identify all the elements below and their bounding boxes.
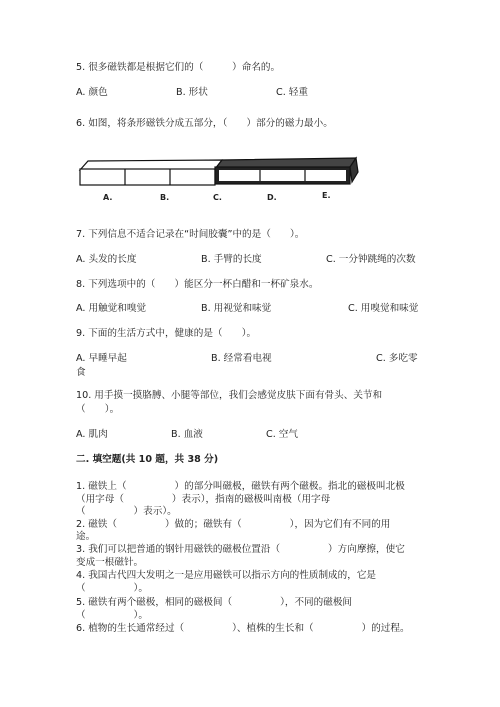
fill-1-line1: 1. 磁铁上（ ）的部分叫磁极，磁铁有两个磁极。指北的磁极叫北极 — [76, 481, 405, 492]
figure-label-d: D. — [267, 193, 277, 202]
fill-4-line2: （ ）。 — [76, 583, 148, 594]
fill-1-line3: （ ）表示）。 — [76, 506, 177, 517]
fill-2-line2: 途。 — [76, 531, 96, 542]
question-7-stem: 7. 下列信息不适合记录在“时间胶囊”中的是（ ）。 — [76, 229, 305, 240]
question-9-option-c-wrap: 食 — [76, 367, 86, 378]
question-5-stem: 5. 很多磁铁都是根据它们的（ ）命名的。 — [76, 62, 281, 73]
question-9-option-c: C. 多吃零 — [376, 353, 418, 364]
figure-label-a: A. — [103, 193, 113, 202]
question-9-option-a: A. 早睡早起 — [76, 353, 127, 364]
question-5-option-c: C. 轻重 — [276, 87, 308, 98]
fill-2-line1: 2. 磁铁（ ）做的；磁铁有（ ），因为它们有不同的用 — [76, 519, 391, 530]
question-8-option-b: B. 用视觉和味觉 — [201, 303, 272, 314]
fill-5-line2: （ ）。 — [76, 610, 148, 621]
question-10-option-c: C. 空气 — [266, 429, 298, 440]
question-6-stem: 6. 如图，将条形磁铁分成五部分，（ ）部分的磁力最小。 — [76, 118, 333, 129]
question-9-option-b: B. 经常看电视 — [211, 353, 272, 364]
question-7-option-a: A. 头发的长度 — [76, 254, 137, 265]
fill-1-line2: （用字母（ ）表示），指南的磁极叫南极（用字母 — [76, 494, 331, 505]
bar-magnet-light-half — [80, 160, 222, 185]
question-7-option-b: B. 手臂的长度 — [201, 254, 262, 265]
question-8-option-a: A. 用触觉和嗅觉 — [76, 303, 147, 314]
question-10-option-a: A. 肌肉 — [76, 429, 108, 440]
question-9-stem: 9. 下面的生活方式中，健康的是（ ）。 — [76, 328, 257, 339]
question-10-stem-line1: 10. 用手摸一摸胳膊、小腿等部位，我们会感觉皮肤下面有骨头、关节和 — [76, 390, 383, 401]
fill-5-line1: 5. 磁铁有两个磁极，相同的磁极间（ ），不同的磁极间 — [76, 597, 353, 608]
question-8-stem: 8. 下列选项中的（ ）能区分一杯白醋和一杯矿泉水。 — [76, 279, 319, 290]
figure-label-c: C. — [213, 193, 222, 202]
question-10-option-b: B. 血液 — [171, 429, 203, 440]
question-10-stem-line2: （ ）。 — [76, 404, 120, 415]
question-7-option-c: C. 一分钟跳绳的次数 — [326, 254, 416, 265]
fill-6-line1: 6. 植物的生长通常经过（ ）、植株的生长和（ ）的过程。 — [76, 623, 410, 634]
section-heading: 二. 填空题(共 10 题，共 38 分) — [76, 454, 219, 465]
question-5-option-a: A. 颜色 — [76, 87, 108, 98]
figure-label-b: B. — [160, 193, 170, 202]
fill-3-line2: 变成一根磁针。 — [76, 557, 144, 568]
fill-3-line1: 3. 我们可以把普通的钢针用磁铁的磁极位置沿（ ）方向摩擦，使它 — [76, 544, 405, 555]
bar-magnet-dark-half — [215, 158, 358, 184]
fill-4-line1: 4. 我国古代四大发明之一是应用磁铁可以指示方向的性质制成的，它是 — [76, 570, 377, 581]
question-5-option-b: B. 形状 — [176, 87, 208, 98]
figure-label-e: E. — [322, 191, 331, 200]
question-8-option-c: C. 用嗅觉和味觉 — [348, 303, 419, 314]
